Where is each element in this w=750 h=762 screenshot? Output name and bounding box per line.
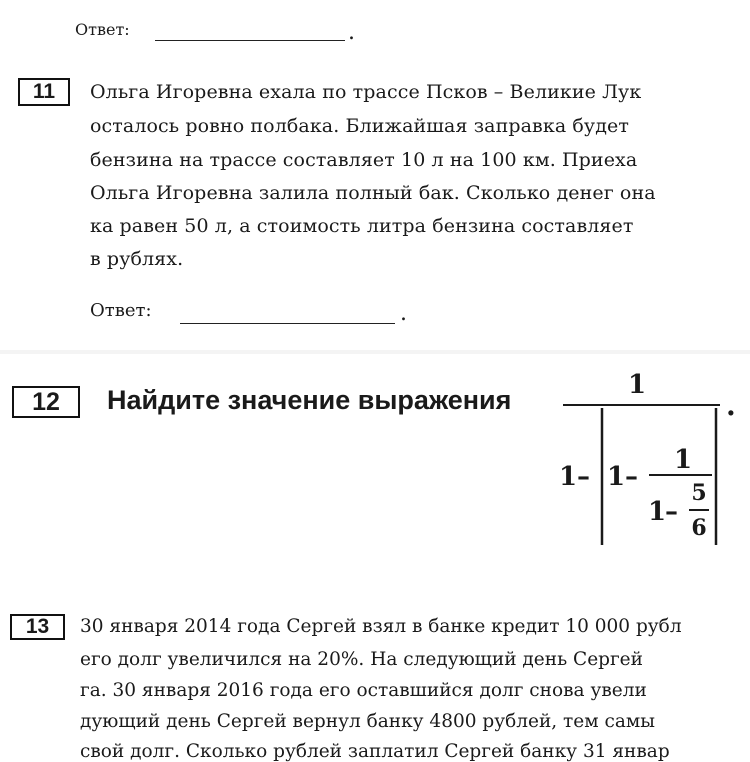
scan-separator (0, 350, 750, 354)
expr-inner-one: 1 (607, 462, 626, 492)
expr-one: 1 (559, 462, 578, 492)
answer-period-11: . (400, 301, 407, 326)
expr-inner-numerator: 1 (673, 445, 693, 475)
task11-line-2: осталось ровно полбака. Ближайшая заправка будет (90, 115, 629, 137)
expr-minus-1: – (577, 462, 590, 492)
task11-line-4: Ольга Игоревна залила полный бак. Сколько денег она (90, 182, 656, 204)
task-number-12 (12, 386, 80, 418)
task13-line-2: его долг увеличился на 20%. На следующий день Сергей (80, 649, 643, 670)
task13-line-5: свой долг. Сколько рублей заплатил Сергей банку 31 январ (80, 741, 670, 762)
task-number-11 (18, 78, 70, 106)
task-number-11-text: 11 (32, 80, 56, 103)
task11-line-1: Ольга Игоревна ехала по трассе Псков – Великие Лук (90, 81, 642, 103)
task12-period: . (726, 389, 736, 422)
task11-line-6: в рублях. (90, 248, 184, 270)
expr-frac-num: 5 (691, 480, 707, 506)
task13-line-4: дующий день Сергей вернул банку 4800 рублей, тем самы (80, 711, 655, 732)
expr-minus-2: – (625, 462, 638, 492)
expr-minus-3: – (665, 497, 678, 527)
answer-label-11: Ответ: (90, 300, 152, 321)
answer-label-prev: Ответ: (75, 20, 130, 39)
task12-title: Найдите значение выражения (107, 385, 512, 415)
task-number-13 (10, 614, 65, 640)
task-number-13-text: 13 (25, 615, 50, 638)
expr-numerator: 1 (627, 370, 647, 400)
task12-expression (555, 360, 750, 555)
task13-line-1: 30 января 2014 года Сергей взял в банке кредит 10 000 рубл (80, 616, 682, 637)
task13-line-3: га. 30 января 2016 года его оставшийся долг снова увели (80, 680, 647, 701)
answer-field-11[interactable] (180, 303, 395, 324)
expr-frac-den: 6 (691, 515, 707, 541)
expr-deep-one: 1 (648, 497, 667, 527)
task11-line-3: бензина на трассе составляет 10 л на 100 км. Приеха (90, 149, 638, 171)
task11-line-5: ка равен 50 л, а стоимость литра бензина составляет (90, 215, 634, 237)
task-number-12-text: 12 (32, 387, 60, 416)
answer-period-prev: . (348, 20, 355, 45)
answer-field-prev[interactable] (155, 20, 345, 41)
